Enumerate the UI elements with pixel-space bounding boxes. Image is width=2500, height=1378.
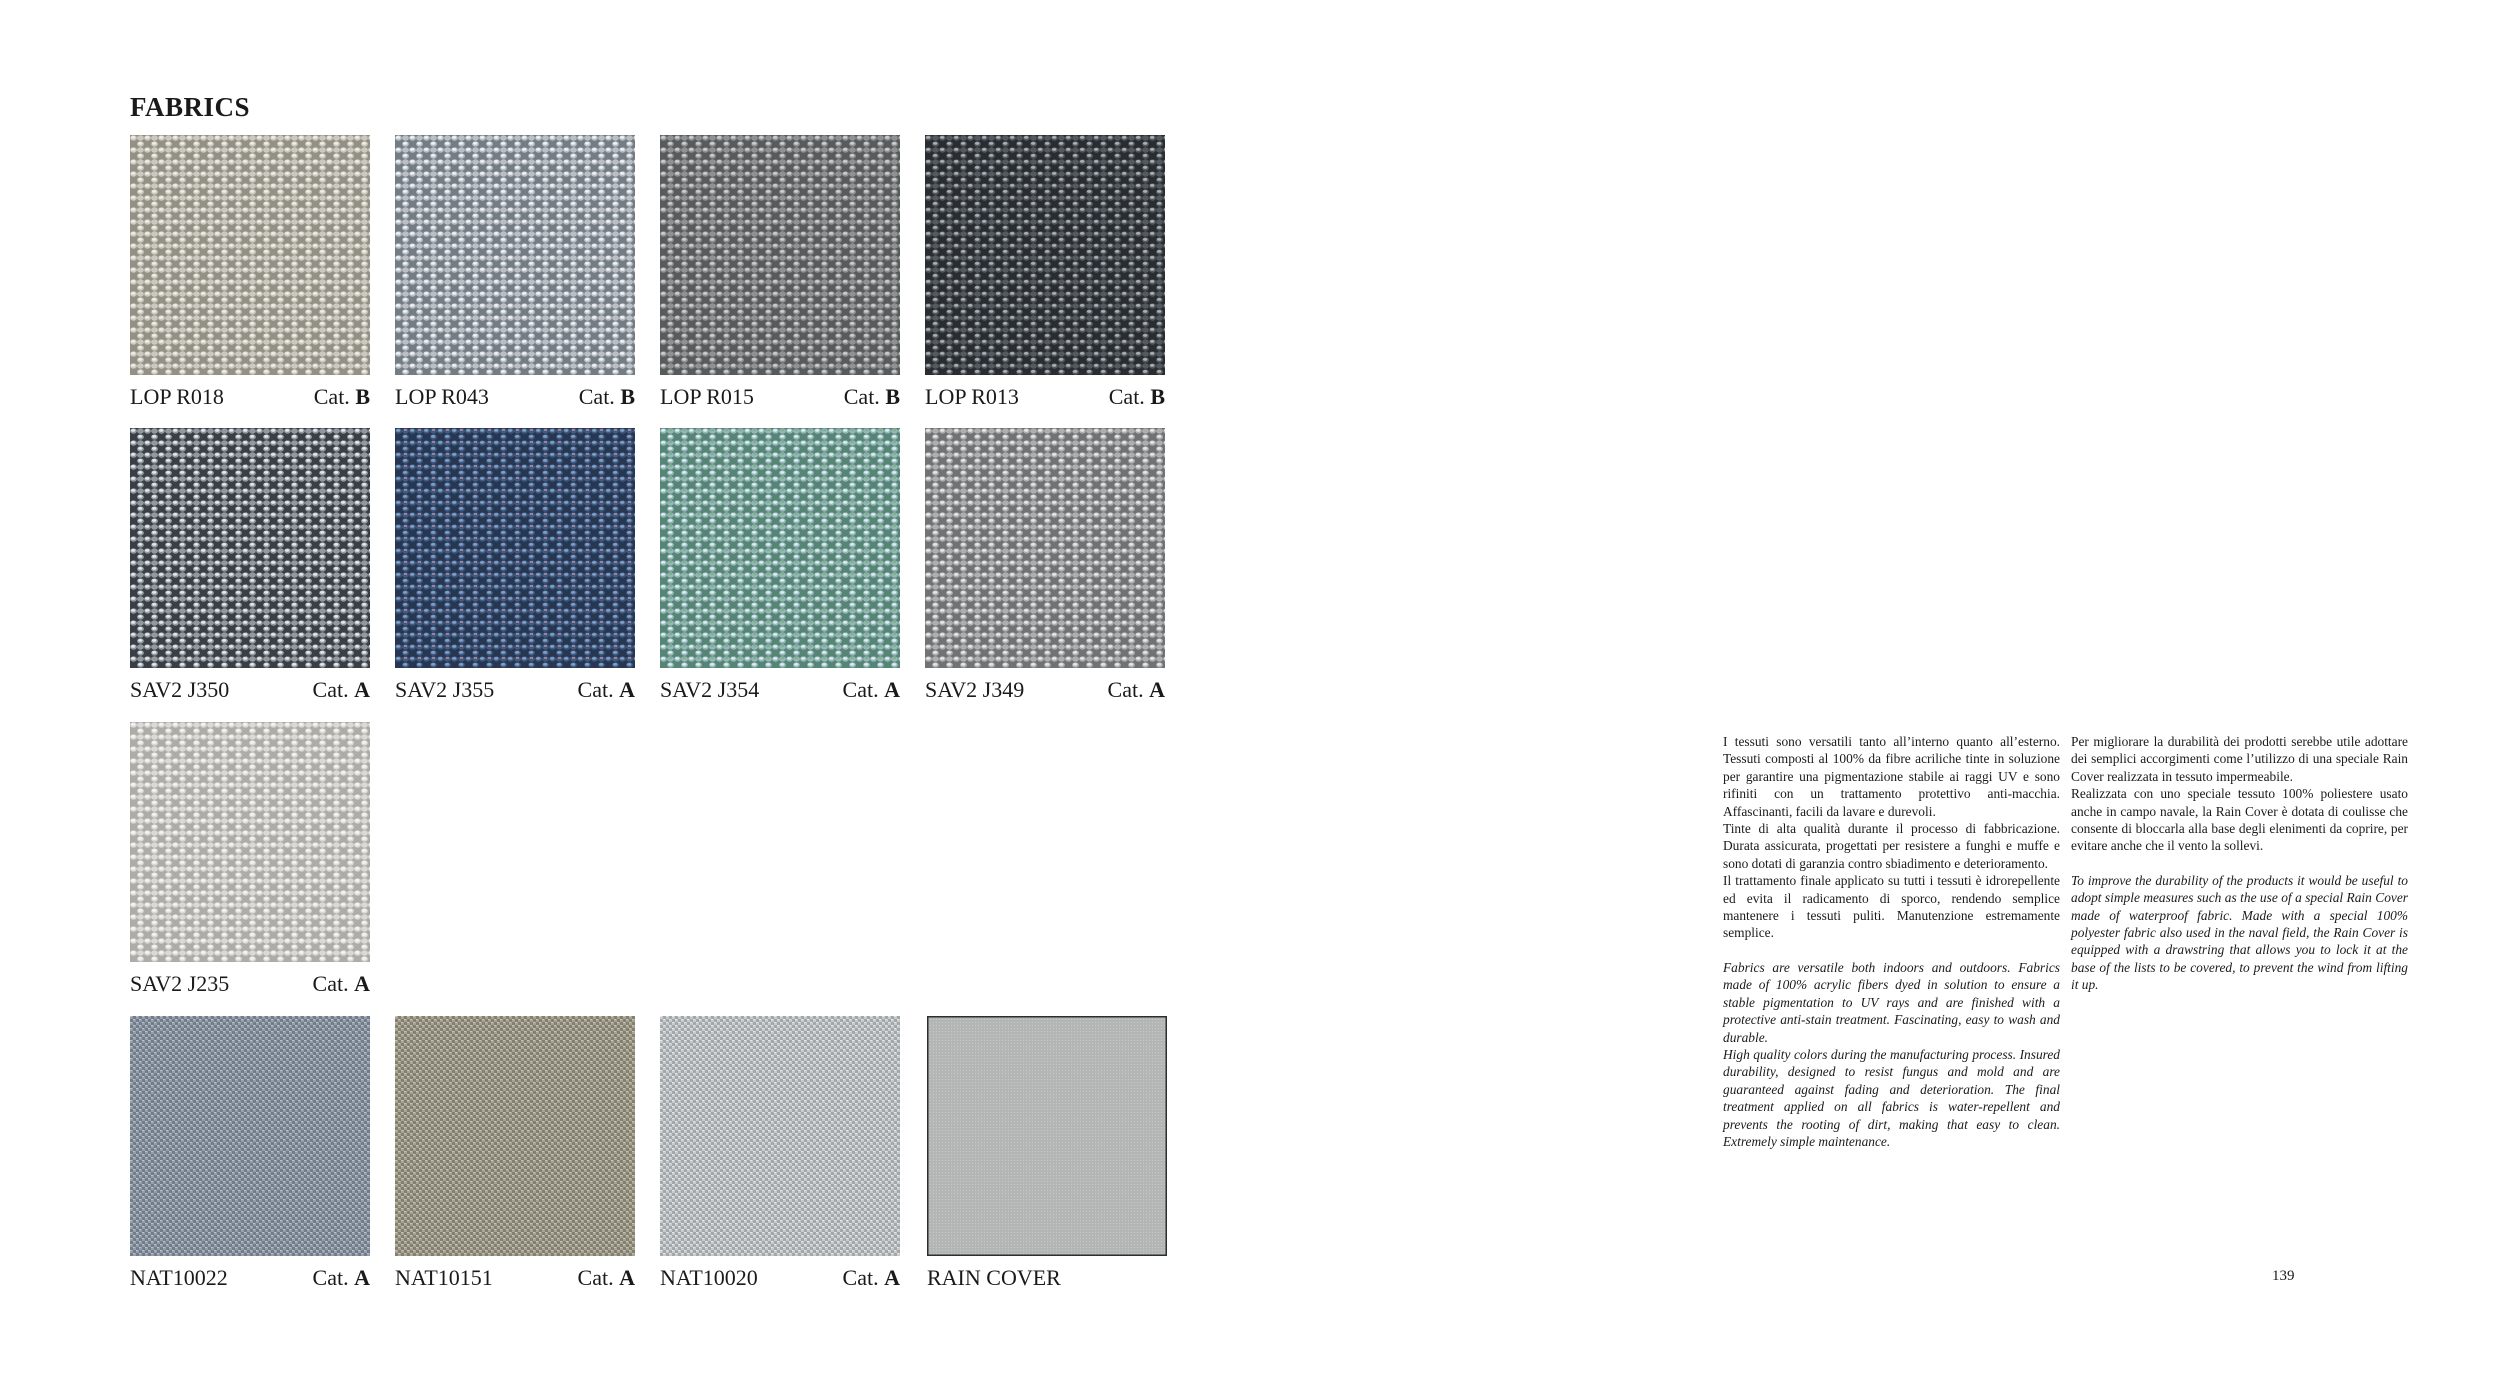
fabric-category-prefix: Cat. <box>577 677 620 702</box>
fabric-category-prefix: Cat. <box>843 384 886 409</box>
fabric-category-letter: B <box>355 384 370 409</box>
fabric-category-letter: A <box>354 677 370 702</box>
fabric-en-p1: Fabrics are versatile both indoors and outdoors. Fabrics made of 100% acrylic fibers dyed in solution to ensure a stable pigmentation to UV rays and are finished with a protective anti-stain treatment. Fascinating, easy to wash and durable. <box>1723 959 2060 1045</box>
fabric-swatch-lop-r013 <box>925 135 1165 375</box>
fabric-code: NAT10151 <box>395 1265 493 1290</box>
fabric-label-lop-r013 <box>925 384 1165 410</box>
fabric-code: SAV2 J354 <box>660 677 760 702</box>
fabric-code: SAV2 J350 <box>130 677 230 702</box>
fabric-code: SAV2 J349 <box>925 677 1025 702</box>
fabric-it-p3: Il trattamento finale applicato su tutti i tessuti è idrorepellente ed evita il radicamento di sporco, rendendo semplice mantenere i tessuti puliti. Manutenzione estremamente semplice. <box>1723 873 2060 941</box>
fabric-code: SAV2 J355 <box>395 677 495 702</box>
fabric-code: NAT10020 <box>660 1265 758 1290</box>
page-number: 139 <box>2272 1268 2295 1284</box>
fabric-label-sav2-j349 <box>925 677 1165 703</box>
fabric-category-letter: B <box>885 384 900 409</box>
fabric-category-letter: A <box>884 1265 900 1290</box>
fabric-label-sav2-j235 <box>130 971 370 997</box>
fabric-label-rain-cover <box>927 1265 1167 1291</box>
fabric-category-prefix: Cat. <box>1108 384 1151 409</box>
fabric-category <box>579 384 635 410</box>
fabric-category-letter: A <box>354 971 370 996</box>
fabric-description-en <box>1723 959 2060 1150</box>
fabric-category <box>578 1265 635 1291</box>
fabric-code: NAT10022 <box>130 1265 228 1290</box>
fabric-description-column <box>1723 733 2060 1150</box>
fabric-swatch-rain-cover <box>927 1016 1167 1256</box>
fabric-label-lop-r018 <box>130 384 370 410</box>
fabric-category-prefix: Cat. <box>312 1265 355 1290</box>
fabric-swatch-nat10151 <box>395 1016 635 1256</box>
fabric-label-sav2-j354 <box>660 677 900 703</box>
rain-it-p1: Per migliorare la durabilità dei prodotti serebbe utile adottare dei semplici accorgimenti come l’utilizzo di una speciale Rain Cover realizzata in tessuto impermeabile. <box>2071 734 2408 784</box>
fabric-code: SAV2 J235 <box>130 971 230 996</box>
fabric-swatch-sav2-j350 <box>130 428 370 668</box>
fabric-category <box>313 971 370 997</box>
fabric-category-letter: B <box>620 384 635 409</box>
fabric-label-nat10151 <box>395 1265 635 1291</box>
fabric-code: LOP R018 <box>130 384 224 409</box>
fabric-it-p1: I tessuti sono versatili tanto all’interno quanto all’esterno. Tessuti composti al 100% da fibre acriliche tinte in soluzione per garantire una pigmentazione stabile ai raggi UV e sono rifiniti con un trattamento protettivo anti-macchia. Affascinanti, facili da lavare e durevoli. <box>1723 734 2060 819</box>
fabric-code: LOP R013 <box>925 384 1019 409</box>
fabric-category-prefix: Cat. <box>577 1265 620 1290</box>
fabric-it-p2: Tinte di alta qualità durante il processo di fabbricazione. Durata assicurata, progettati per resistere a funghi e muffe e sono dotati di garanzia contro sbiadimento e deterioramento. <box>1723 821 2060 871</box>
fabric-label-sav2-j350 <box>130 677 370 703</box>
fabric-swatch-sav2-j355 <box>395 428 635 668</box>
fabric-category <box>1108 677 1165 703</box>
fabric-category-prefix: Cat. <box>842 677 885 702</box>
fabric-category <box>1109 384 1165 410</box>
fabric-category-prefix: Cat. <box>312 971 355 996</box>
fabric-code: RAIN COVER <box>927 1265 1061 1290</box>
rain-en-p1: To improve the durability of the products it would be useful to adopt simple measures such as the use of a special Rain Cover made of waterproof fabric. Made with a special 100% polyester fabric also used in the naval field, the Rain Cover is equipped with a drawstring that allows you to lock it at the base of the lists to be covered, to prevent the wind from lifting it up. <box>2071 872 2408 993</box>
fabric-swatch-lop-r015 <box>660 135 900 375</box>
fabric-label-lop-r015 <box>660 384 900 410</box>
fabric-category-prefix: Cat. <box>842 1265 885 1290</box>
fabric-label-nat10022 <box>130 1265 370 1291</box>
rain-it-p2: Realizzata con uno speciale tessuto 100% poliestere usato anche in campo navale, la Rain Cover è dotata di coulisse che consente di bloccarla alla base degli elenimenti da coprire, per evitare anche che il vento la sollevi. <box>2071 786 2408 854</box>
fabric-swatch-nat10022 <box>130 1016 370 1256</box>
fabric-label-sav2-j355 <box>395 677 635 703</box>
fabric-swatch-lop-r043 <box>395 135 635 375</box>
page-title: FABRICS <box>130 92 251 122</box>
rain-cover-description-en <box>2071 872 2408 994</box>
rain-cover-description-column <box>2071 733 2408 994</box>
fabric-category <box>314 384 370 410</box>
fabric-category-prefix: Cat. <box>312 677 355 702</box>
fabric-category <box>843 1265 900 1291</box>
fabric-label-lop-r043 <box>395 384 635 410</box>
fabric-category <box>313 1265 370 1291</box>
fabric-label-nat10020 <box>660 1265 900 1291</box>
fabric-category-letter: A <box>884 677 900 702</box>
fabric-description-it <box>1723 733 2060 942</box>
fabric-category-prefix: Cat. <box>578 384 621 409</box>
fabric-swatch-nat10020 <box>660 1016 900 1256</box>
fabric-category-letter: B <box>1150 384 1165 409</box>
fabric-category-prefix: Cat. <box>1107 677 1150 702</box>
fabric-category-letter: A <box>619 677 635 702</box>
fabric-swatch-sav2-j235 <box>130 722 370 962</box>
fabric-code: LOP R043 <box>395 384 489 409</box>
fabric-code: LOP R015 <box>660 384 754 409</box>
fabric-category <box>843 677 900 703</box>
fabric-category-prefix: Cat. <box>313 384 356 409</box>
fabric-category-letter: A <box>619 1265 635 1290</box>
fabric-swatch-sav2-j354 <box>660 428 900 668</box>
fabric-category <box>578 677 635 703</box>
fabric-swatch-sav2-j349 <box>925 428 1165 668</box>
fabric-en-p2: High quality colors during the manufacturing process. Insured durability, designed to resist fungus and mold and are guaranteed against fading and deterioration. The final treatment applied on all fabrics is water-repellent and prevents the rooting of dirt, making that easy to clean. Extremely simple maintenance. <box>1723 1046 2060 1149</box>
fabric-category-letter: A <box>354 1265 370 1290</box>
fabric-category <box>313 677 370 703</box>
fabric-category-letter: A <box>1149 677 1165 702</box>
fabric-category <box>844 384 900 410</box>
fabric-swatch-lop-r018 <box>130 135 370 375</box>
rain-cover-description-it <box>2071 733 2408 855</box>
